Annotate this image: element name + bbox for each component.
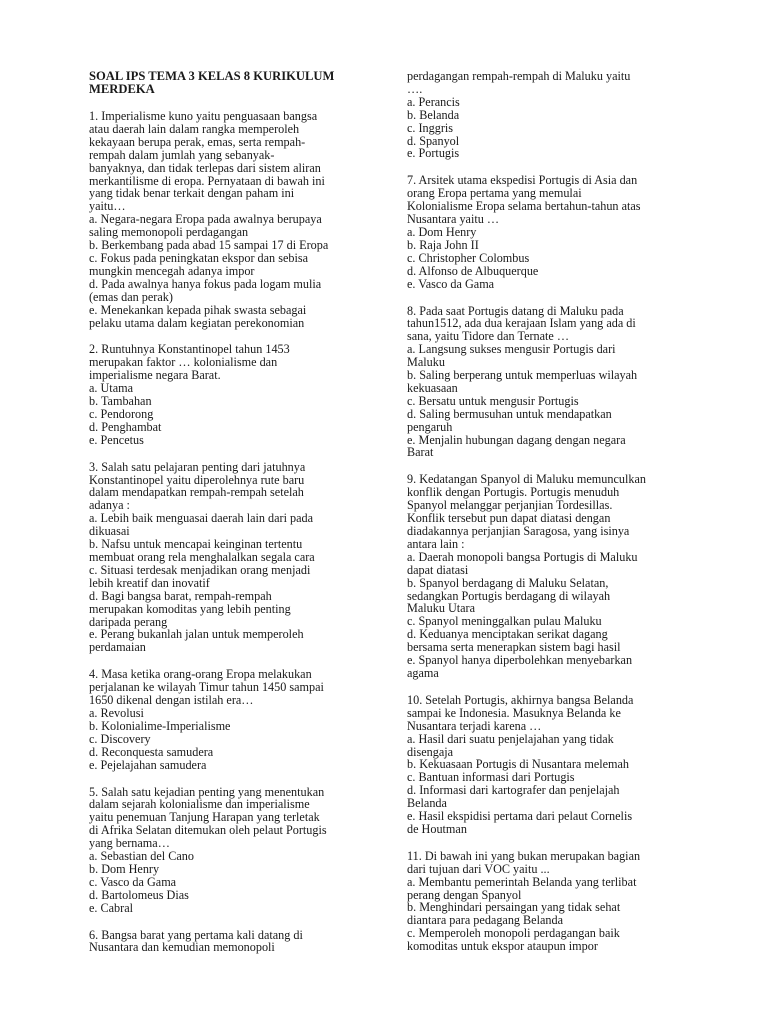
question-line: e. Hasil ekspidisi pertama dari pelaut Cornelis (407, 809, 633, 824)
question-line: a. Sebastian del Cano (89, 849, 194, 864)
question-line: a. Hasil dari suatu penjelajahan yang tidak (407, 731, 614, 746)
question-line: (emas dan perak) (89, 289, 173, 304)
question-line: c. Pendorong (89, 406, 154, 421)
question-line: tahun1512, ada dua kerajaan Islam yang ada di (407, 316, 636, 331)
question-line: diantara para pedagang Belanda (407, 913, 563, 928)
question-line: Spanyol melanggar perjanjian Tordesillas. (407, 498, 613, 513)
question-line: a. Utama (89, 381, 133, 396)
question-line: Nusantara dan kemudian memonopoli (89, 940, 275, 955)
question-line: perang dengan Spanyol (407, 887, 522, 902)
question-line: sampai ke Indonesia. Masuknya Belanda ke (407, 705, 621, 720)
question-line: b. Raja John II (407, 237, 479, 252)
question-line: dikuasai (89, 524, 130, 539)
question-line: Maluku (407, 355, 445, 370)
question-line: Nusantara yaitu … (407, 212, 500, 227)
question-line: d. Bartolomeus Dias (89, 887, 189, 902)
title-line: SOAL IPS TEMA 3 KELAS 8 KURIKULUM (89, 69, 335, 83)
question-block (407, 850, 705, 953)
question-line: Barat (407, 445, 434, 460)
question-line: 8. Pada saat Portugis datang di Maluku pada (407, 303, 624, 318)
question-line: c. Vasco da Gama (89, 874, 177, 889)
question-line: merupakan komoditas yang lebih penting (89, 601, 291, 616)
question-line: perjalanan ke wilayah Timur tahun 1450 sampai (89, 680, 324, 695)
question-line: konflik dengan Portugis. Portugis menuduh (407, 485, 620, 500)
question-line: 1650 dikenal dengan istilah era… (89, 693, 254, 708)
question-block (407, 174, 705, 290)
question-line: b. Saling berperang untuk memperluas wilayah (407, 368, 638, 383)
question-line: d. Alfonso de Albuquerque (407, 263, 539, 278)
question-line: Belanda (407, 796, 447, 811)
question-line: c. Christopher Colombus (407, 250, 530, 265)
question-line: bersama serta menerapkan sistem bagi hasil (407, 640, 621, 655)
question-line: dapat diatasi (407, 562, 469, 577)
question-line: d. Informasi dari kartografer dan penjelajah (407, 783, 620, 798)
question-line: b. Kekuasaan Portugis di Nusantara melemah (407, 757, 630, 772)
question-line: lebih kreatif dan inovatif (89, 575, 210, 590)
left-column (89, 70, 371, 954)
question-line: adanya : (89, 498, 130, 513)
question-line: a. Membantu pemerintah Belanda yang terlibat (407, 874, 637, 889)
question-line: imperialisme negara Barat. (89, 368, 221, 383)
question-line: d. Keduanya menciptakan serikat dagang (407, 627, 608, 642)
question-block (89, 461, 371, 655)
question-line: Nusantara terjadi karena … (407, 718, 542, 733)
question-line: diadakannya perjanjian Saragosa, yang isinya (407, 524, 630, 538)
question-line: antara lain : (407, 536, 465, 551)
question-block (407, 694, 705, 836)
question-block (89, 668, 371, 771)
question-line: yang tidak benar terkait dengan paham ini (89, 186, 295, 201)
question-line: rempah dalam jumlah yang sebanyak- (89, 147, 275, 162)
question-line: perdamaian (89, 640, 146, 655)
question-line: b. Menghindari persaingan yang tidak sehat (407, 900, 621, 915)
question-line: a. Perancis (407, 94, 460, 109)
question-line: d. Penghambat (89, 419, 162, 434)
question-line: mungkin mencegah adanya impor (89, 263, 255, 278)
question-line: c. Inggris (407, 120, 454, 135)
question-line: saling memonopoli perdagangan (89, 225, 249, 240)
question-line: agama (407, 665, 439, 680)
question-line: daripada perang (89, 614, 168, 629)
question-line: a. Daerah monopoli bangsa Portugis di Maluku (407, 549, 638, 564)
question-line: 9. Kedatangan Spanyol di Maluku memunculkan (407, 472, 646, 487)
question-block (407, 70, 705, 160)
question-line: a. Negara-negara Eropa pada awalnya berupaya (89, 212, 322, 227)
question-line: 7. Arsitek utama ekspedisi Portugis di Asia dan (407, 173, 638, 188)
question-line: b. Belanda (407, 107, 460, 122)
question-line: c. Situasi terdesak menjadikan orang menjadi (89, 562, 311, 577)
question-line: atau daerah lain dalam rangka memperoleh (89, 121, 300, 136)
question-line: e. Portugis (407, 146, 460, 161)
question-line: …. (407, 81, 423, 96)
question-line: kekuasaan (407, 380, 458, 395)
question-line: e. Pejelajahan samudera (89, 757, 207, 772)
question-line: e. Menekankan kepada pihak swasta sebagai (89, 302, 307, 317)
question-line: e. Perang bukanlah jalan untuk memperoleh (89, 627, 304, 642)
question-line: dalam mendapatkan rempah-rempah setelah (89, 485, 304, 500)
question-line: de Houtman (407, 821, 467, 836)
question-line: e. Spanyol hanya diperbolehkan menyebarkan (407, 653, 633, 668)
question-block (89, 110, 371, 329)
document-title (89, 70, 371, 96)
question-line: 5. Salah satu kejadian penting yang menentukan (89, 784, 325, 799)
question-line: Konstantinopel yaitu diperolehnya rute baru (89, 472, 305, 487)
question-line: 1. Imperialisme kuno yaitu penguasaan bangsa (89, 109, 318, 123)
question-line: Maluku Utara (407, 601, 476, 616)
question-line: pelaku utama dalam kegiatan perekonomian (89, 315, 305, 330)
question-line: e. Vasco da Gama (407, 276, 495, 291)
question-block (407, 305, 705, 460)
question-line: di Afrika Selatan ditemukan oleh pelaut Portugis (89, 823, 327, 838)
question-line: yaitu penemuan Tanjung Harapan yang terletak (89, 810, 320, 825)
question-line: banyaknya, dan tidak terlepas dari sistem aliran (89, 160, 321, 175)
question-line: dalam sejarah kolonialisme dan imperialisme (89, 797, 310, 812)
question-line: merupakan faktor … kolonialisme dan (89, 355, 278, 370)
question-line: d. Saling bermusuhan untuk mendapatkan (407, 406, 612, 421)
question-line: 11. Di bawah ini yang bukan merupakan bagian (407, 848, 641, 863)
question-line: yaitu… (89, 199, 126, 214)
question-line: b. Nafsu untuk mencapai keinginan tertentu (89, 537, 303, 552)
question-line: 4. Masa ketika orang-orang Eropa melakukan (89, 667, 312, 682)
question-block (89, 343, 371, 446)
question-line: d. Bagi bangsa barat, rempah-rempah (89, 588, 272, 603)
question-line: d. Reconquesta samudera (89, 744, 214, 759)
question-line: b. Spanyol berdagang di Maluku Selatan, (407, 575, 609, 590)
question-block (89, 929, 371, 955)
question-line: c. Discovery (89, 731, 151, 746)
question-line: yang bernama… (89, 836, 170, 851)
question-line: a. Dom Henry (407, 224, 477, 239)
question-line: 3. Salah satu pelajaran penting dari jatuhnya (89, 459, 306, 474)
question-line: sana, yaitu Tidore dan Ternate … (407, 329, 570, 344)
question-line: perdagangan rempah-rempah di Maluku yaitu (407, 69, 631, 83)
question-line: komoditas untuk ekspor ataupun impor (407, 939, 598, 954)
question-line: orang Eropa pertama yang memulai (407, 186, 582, 201)
question-line: e. Pencetus (89, 432, 144, 447)
question-line: c. Bantuan informasi dari Portugis (407, 770, 575, 785)
question-line: merkantilisme di eropa. Pernyataan di bawah ini (89, 173, 325, 188)
question-line: e. Menjalin hubungan dagang dengan negara (407, 432, 626, 447)
question-line: a. Revolusi (89, 705, 144, 720)
question-line: b. Berkembang pada abad 15 sampai 17 di Eropa (89, 238, 329, 253)
question-line: a. Langsung sukses mengusir Portugis dari (407, 342, 616, 357)
question-line: 2. Runtuhnya Konstantinopel tahun 1453 (89, 342, 290, 357)
title-line: MERDEKA (89, 82, 155, 96)
question-line: a. Lebih baik menguasai daerah lain dari pada (89, 511, 314, 526)
question-line: b. Dom Henry (89, 861, 160, 876)
question-line: dari tujuan dari VOC yaitu ... (407, 861, 550, 876)
question-line: membuat orang rela menghalalkan segala cara (89, 550, 315, 564)
question-line: b. Kolonialime-Imperialisme (89, 718, 231, 733)
question-line: Konflik tersebut pun dapat diatasi dengan (407, 511, 611, 526)
question-block (89, 786, 371, 915)
question-line: b. Tambahan (89, 394, 152, 409)
question-line: Kolonialisme Eropa selama bertahun-tahun atas (407, 199, 641, 214)
question-line: d. Pada awalnya hanya fokus pada logam mulia (89, 276, 322, 291)
question-line: pengaruh (407, 419, 453, 434)
question-line: 10. Setelah Portugis, akhirnya bangsa Belanda (407, 692, 634, 707)
question-line: e. Cabral (89, 900, 133, 915)
question-line: 6. Bangsa barat yang pertama kali datang di (89, 927, 303, 942)
question-line: c. Fokus pada peningkatan ekspor dan sebisa (89, 250, 308, 265)
question-line: d. Spanyol (407, 133, 460, 148)
question-line: kekayaan berupa perak, emas, serta rempah- (89, 134, 306, 149)
question-block (407, 473, 705, 680)
question-line: c. Memperoleh monopoli perdagangan baik (407, 926, 620, 941)
question-line: c. Bersatu untuk mengusir Portugis (407, 393, 579, 408)
left-question-list (89, 110, 371, 954)
question-line: disengaja (407, 744, 454, 759)
question-line: c. Spanyol meninggalkan pulau Maluku (407, 614, 602, 629)
right-column (407, 70, 705, 953)
question-line: sedangkan Portugis berdagang di wilayah (407, 588, 611, 603)
right-question-list (407, 70, 705, 953)
